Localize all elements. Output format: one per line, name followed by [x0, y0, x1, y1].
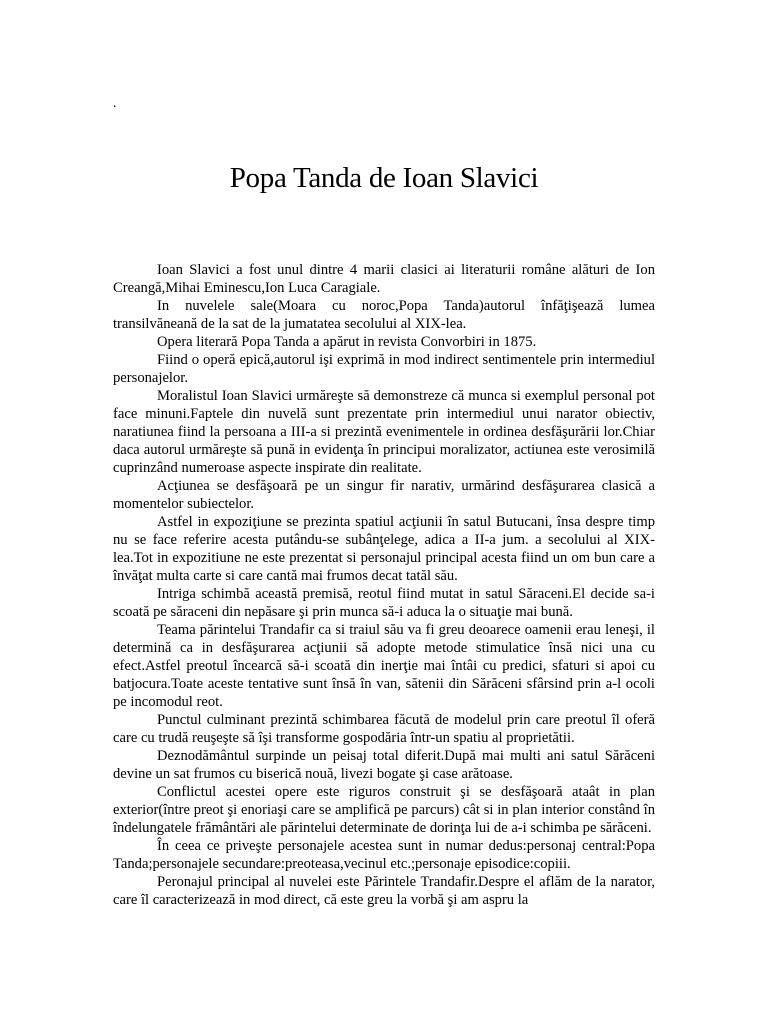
paragraph: Ioan Slavici a fost unul dintre 4 marii clasici ai literaturii române alături de Ion Creangă,Mihai Eminescu,Ion Luca Caragiale. — [113, 262, 655, 296]
paragraph: Acţiunea se desfăşoară pe un singur fir narativ, urmărind desfăşurarea clasică a momentelor subiectelor. — [113, 478, 655, 512]
paragraph: Deznodământul surpinde un peisaj total diferit.După mai multi ani satul Sărăceni devine un sat frumos cu biserică nouă, livezi bogate şi case arătoase. — [113, 748, 655, 782]
page-marker: . — [113, 96, 117, 111]
paragraph: In nuvelele sale(Moara cu noroc,Popa Tanda)autorul înfăţişează lumea transilvăneană de la sat de la jumatatea secolului al XIX-lea. — [113, 298, 655, 332]
paragraph: Punctul culminant prezintă schimbarea făcută de modelul prin care preotul îl oferă care cu trudă reuşeşte să îşi transforme gospodăria într-un spatiu al proprietătii. — [113, 712, 655, 746]
paragraph: Moralistul Ioan Slavici urmăreşte să demonstreze că munca si exemplul personal pot face minuni.Faptele din nuvelă sunt prezentate prin intermediul unui narator obiectiv, naratiunea fiind la persoana a III-a si prezintă evenimentele in ordinea desfăşurării lor.Chiar daca autorul urmăreşte să pună in evidenţa în principui moralizator, actiunea este verosimilă cuprinzând numeroase aspecte inspirate din realitate. — [113, 388, 655, 476]
paragraph: Peronajul principal al nuvelei este Părintele Trandafir.Despre el aflăm de la narator, care îl caracterizează in mod direct, că este greu la vorbă şi am aspru la — [113, 874, 655, 908]
paragraph: Conflictul acestei opere este riguros construit şi se desfăşoară ataât in plan exterior(între preot şi enoriaşi care se amplifică pe parcurs) cât si in plan interior constând în îndelungatele frământări ale părintelui determinate de dorinţa lui de a-i schimba pe sărăceni. — [113, 784, 655, 836]
paragraph: Opera literară Popa Tanda a apărut in revista Convorbiri in 1875. — [157, 334, 537, 350]
paragraph: În ceea ce priveşte personajele acestea sunt in numar dedus:personaj central:Popa Tanda;personajele secundare:preoteasa,vecinul etc.;personaje episodice:copiii. — [113, 838, 655, 872]
paragraph: Astfel in expoziţiune se prezinta spatiul acţiunii în satul Butucani, însa despre timp nu se face referire acesta putându-se subânţelege, adica a II-a jum. a secolului al XIX-lea.Tot in expozitiune ne este prezentat si personajul principal acesta fiind un om bun care a învăţat multa carte si care cantă mai frumos decat tatăl său. — [113, 514, 655, 584]
document-body — [113, 261, 655, 909]
page-title: Popa Tanda de Ioan Slavici — [229, 162, 539, 194]
paragraph: Teama părintelui Trandafir ca si traiul său va fi greu deoarece oamenii erau leneşi, il determină ca in desfăşurarea acţiunii să adopte metode stimulatice însă nici una cu efect.Astfel preotul încearcă să-i scoată din inerţie mai întâi cu predici, sfaturi si apoi cu batjocura.Toate aceste tentative sunt însă în van, sătenii din Sărăceni sfârsind prin a-l ocoli pe incomodul reot. — [113, 622, 655, 710]
paragraph: Fiind o operă epică,autorul işi exprimă in mod indirect sentimentele prin intermediul personajelor. — [113, 352, 655, 386]
paragraph: Intriga schimbă această premisă, reotul fiind mutat in satul Săraceni.El decide sa-i scoată pe săraceni din nepăsare şi prin munca să-i aduca la o situaţie mai bună. — [113, 586, 655, 620]
